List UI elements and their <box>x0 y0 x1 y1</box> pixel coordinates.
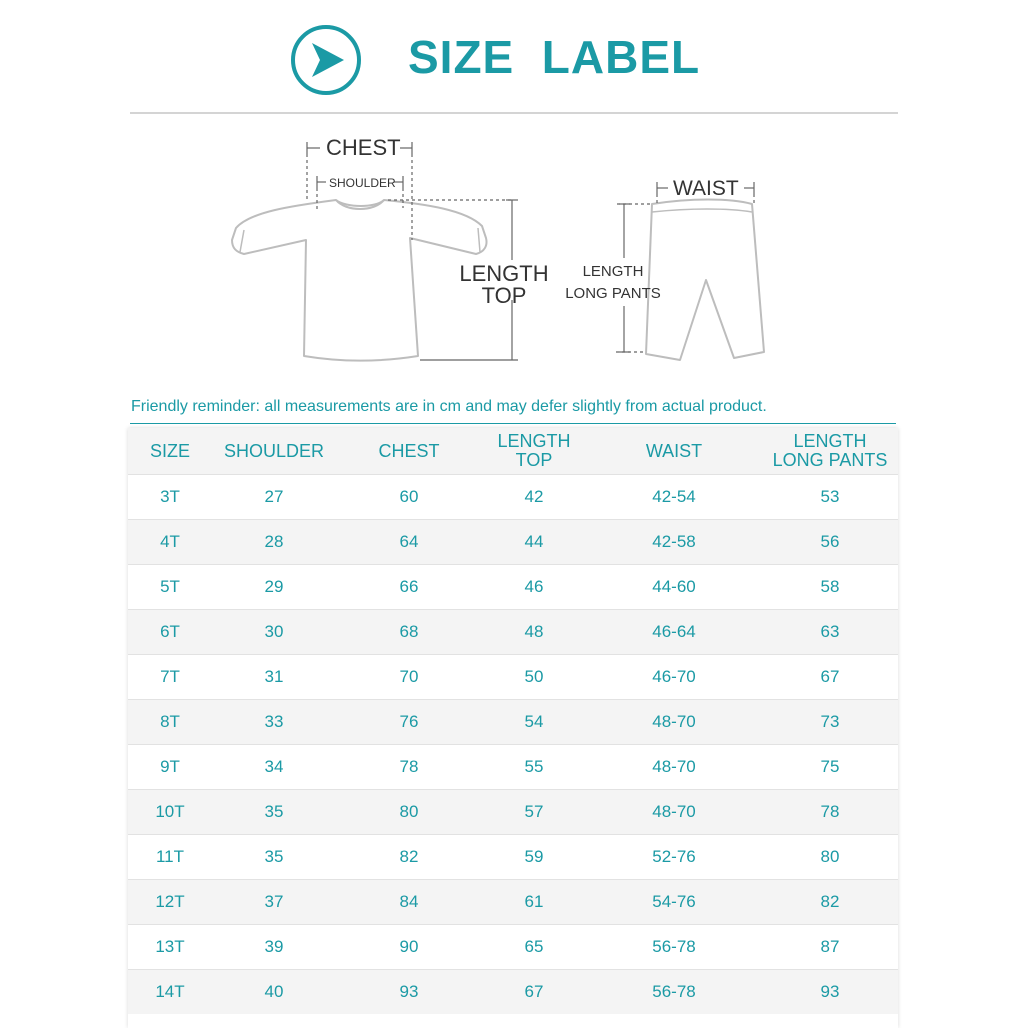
cell-shoulder: 37 <box>212 880 336 925</box>
cell-length-long-pants: 87 <box>762 925 898 970</box>
cell-size: 6T <box>128 610 212 655</box>
cell-chest: 82 <box>336 835 482 880</box>
cell-length-top: 67 <box>482 970 586 1015</box>
cell-shoulder: 30 <box>212 610 336 655</box>
cell-size: 4T <box>128 520 212 565</box>
header <box>0 0 1024 115</box>
table-row <box>128 745 898 790</box>
cell-shoulder: 33 <box>212 700 336 745</box>
cell-chest: 64 <box>336 520 482 565</box>
measurement-reminder: Friendly reminder: all measurements are in cm and may defer slightly from actual product. <box>131 398 767 415</box>
table-header-row <box>128 428 898 475</box>
cell-length-long-pants: 56 <box>762 520 898 565</box>
cell-size: 9T <box>128 745 212 790</box>
cell-length-long-pants: 63 <box>762 610 898 655</box>
cell-size: 7T <box>128 655 212 700</box>
cell-length-top: 50 <box>482 655 586 700</box>
table-row <box>128 925 898 970</box>
cell-shoulder: 28 <box>212 520 336 565</box>
cell-size: 14T <box>128 970 212 1015</box>
header-chest: CHEST <box>336 428 482 475</box>
cell-length-top: 42 <box>482 475 586 520</box>
table-body <box>128 475 898 1015</box>
chest-label: CHEST <box>326 135 401 160</box>
cell-chest: 66 <box>336 565 482 610</box>
cell-shoulder: 29 <box>212 565 336 610</box>
cell-length-top: 46 <box>482 565 586 610</box>
cell-length-top: 59 <box>482 835 586 880</box>
cell-length-long-pants: 67 <box>762 655 898 700</box>
cell-length-long-pants: 75 <box>762 745 898 790</box>
cell-size: 10T <box>128 790 212 835</box>
cell-size: 11T <box>128 835 212 880</box>
cell-chest: 70 <box>336 655 482 700</box>
cell-waist: 56-78 <box>586 925 762 970</box>
cell-waist: 42-58 <box>586 520 762 565</box>
cell-waist: 48-70 <box>586 700 762 745</box>
cell-size: 8T <box>128 700 212 745</box>
table-row <box>128 565 898 610</box>
cell-length-long-pants: 58 <box>762 565 898 610</box>
cell-waist: 48-70 <box>586 790 762 835</box>
reminder-underline <box>130 423 896 424</box>
table-row <box>128 970 898 1015</box>
size-table <box>128 428 898 1028</box>
cell-shoulder: 31 <box>212 655 336 700</box>
cell-shoulder: 35 <box>212 835 336 880</box>
cell-waist: 56-78 <box>586 970 762 1015</box>
cell-size: 13T <box>128 925 212 970</box>
cell-shoulder: 39 <box>212 925 336 970</box>
cell-shoulder: 40 <box>212 970 336 1015</box>
cell-size: 3T <box>128 475 212 520</box>
header-waist: WAIST <box>586 428 762 475</box>
cell-length-top: 44 <box>482 520 586 565</box>
cell-chest: 80 <box>336 790 482 835</box>
cell-waist: 46-64 <box>586 610 762 655</box>
table-row <box>128 610 898 655</box>
cell-size: 5T <box>128 565 212 610</box>
length-long-pants-label: LENGTH LONG PANTS <box>565 263 661 302</box>
header-length-long-pants: LENGTH LONG PANTS <box>762 428 898 475</box>
cell-length-top: 54 <box>482 700 586 745</box>
waist-label: WAIST <box>673 177 739 200</box>
cell-chest: 78 <box>336 745 482 790</box>
cell-chest: 93 <box>336 970 482 1015</box>
header-shoulder: SHOULDER <box>212 428 336 475</box>
cell-waist: 46-70 <box>586 655 762 700</box>
cell-chest: 60 <box>336 475 482 520</box>
table-row <box>128 790 898 835</box>
cell-waist: 54-76 <box>586 880 762 925</box>
cell-length-top: 48 <box>482 610 586 655</box>
cell-length-top: 65 <box>482 925 586 970</box>
cell-length-long-pants: 73 <box>762 700 898 745</box>
cell-waist: 48-70 <box>586 745 762 790</box>
cell-length-top: 55 <box>482 745 586 790</box>
cell-length-long-pants: 53 <box>762 475 898 520</box>
cell-length-top: 57 <box>482 790 586 835</box>
cell-chest: 76 <box>336 700 482 745</box>
cell-length-top: 61 <box>482 880 586 925</box>
table-row <box>128 520 898 565</box>
cell-shoulder: 27 <box>212 475 336 520</box>
cell-waist: 42-54 <box>586 475 762 520</box>
cell-shoulder: 35 <box>212 790 336 835</box>
page-title: SIZE LABEL <box>408 31 701 83</box>
cell-length-long-pants: 80 <box>762 835 898 880</box>
cell-chest: 84 <box>336 880 482 925</box>
cell-waist: 52-76 <box>586 835 762 880</box>
chevron-right-circle-icon <box>290 24 362 96</box>
header-size: SIZE <box>128 428 212 475</box>
header-divider <box>130 112 898 114</box>
cell-length-long-pants: 82 <box>762 880 898 925</box>
table-row <box>128 880 898 925</box>
size-chart-table <box>128 428 898 1014</box>
garment-illustration <box>0 120 1024 380</box>
cell-length-long-pants: 78 <box>762 790 898 835</box>
cell-chest: 90 <box>336 925 482 970</box>
shirt-illustration <box>232 200 487 361</box>
cell-size: 12T <box>128 880 212 925</box>
table-row <box>128 475 898 520</box>
measurement-diagram <box>0 120 1024 380</box>
table-row <box>128 835 898 880</box>
table-row <box>128 700 898 745</box>
table-row <box>128 655 898 700</box>
cell-waist: 44-60 <box>586 565 762 610</box>
cell-shoulder: 34 <box>212 745 336 790</box>
cell-length-long-pants: 93 <box>762 970 898 1015</box>
cell-chest: 68 <box>336 610 482 655</box>
shoulder-label: SHOULDER <box>329 176 396 190</box>
length-top-label: LENGTH TOP <box>459 261 549 308</box>
header-length-top: LENGTH TOP <box>482 428 586 475</box>
